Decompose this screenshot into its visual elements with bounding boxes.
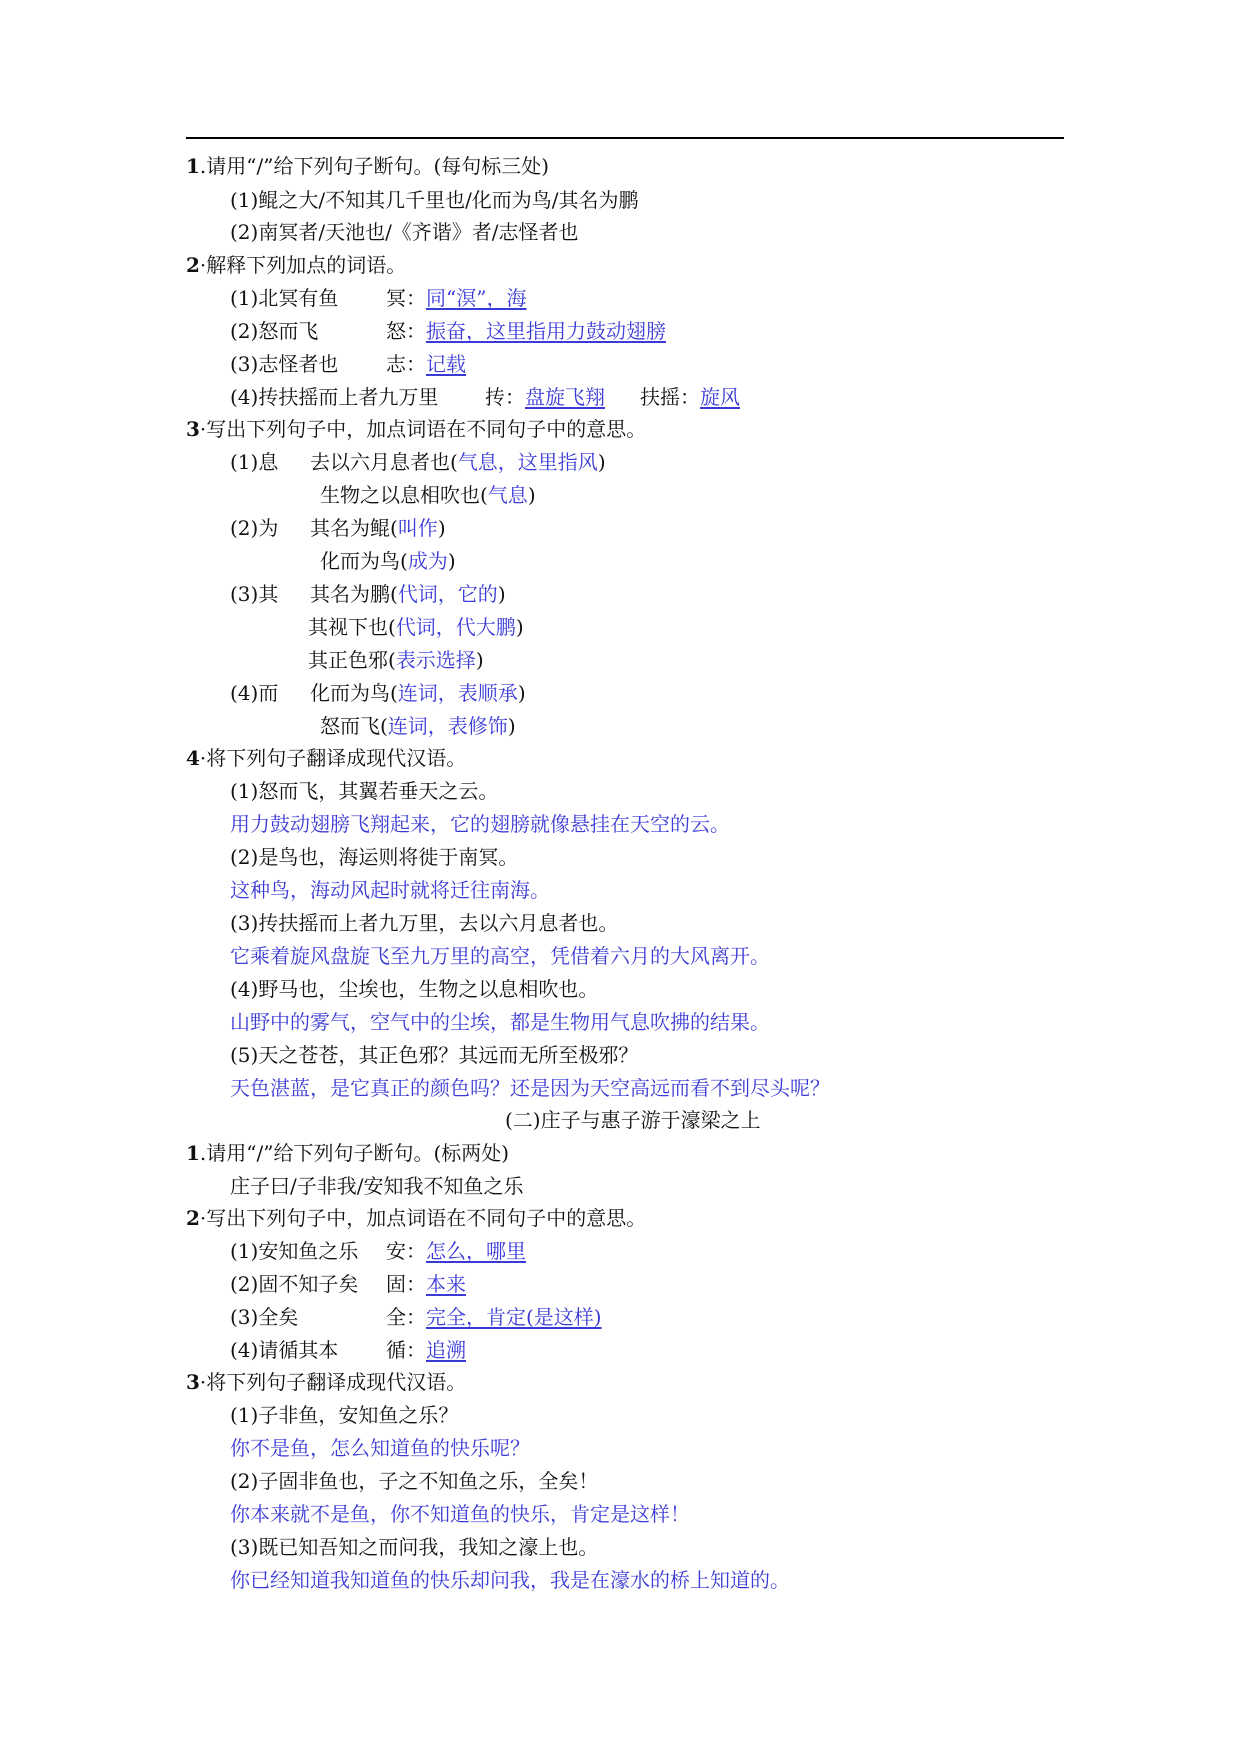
item-text: (3)全矣 [230, 1305, 299, 1329]
item-text: (1)北冥有鱼 [230, 286, 339, 310]
sentence-row: 其视下也(代词，代大鹏) [308, 615, 524, 639]
item-text: (4)抟扶摇而上者九万里 [230, 385, 439, 409]
question-2 [186, 1204, 646, 1232]
answer-text: 记载 [426, 352, 466, 376]
question-text: ·写出下列句子中，加点词语在不同句子中的意思。 [199, 1206, 647, 1230]
word-label: (2)为 [230, 516, 279, 540]
item-text: (2)怒而飞 [230, 319, 319, 343]
term-label: 固： [386, 1272, 426, 1296]
term-label: 抟： [485, 385, 525, 409]
answer-text: 本来 [426, 1272, 466, 1296]
term-label: 循： [386, 1338, 426, 1362]
question-3 [186, 1368, 466, 1396]
answer-text: 叫作 [397, 516, 438, 540]
answer-row [485, 383, 605, 411]
question-number: 1 [186, 154, 200, 178]
source-sentence: (1)怒而飞，其翼若垂天之云。 [230, 779, 499, 803]
source-sentence: (5)天之苍苍，其正色邪？其远而无所至极邪？ [230, 1043, 639, 1067]
header-rule [186, 137, 1064, 139]
sentence-row: 化而为鸟(连词，表顺承) [310, 681, 526, 705]
question-number: 2 [186, 253, 200, 277]
question-number: 4 [186, 746, 200, 770]
translation: 用力鼓动翅膀飞翔起来，它的翅膀就像悬挂在天空的云。 [230, 812, 730, 836]
answer-row [386, 1237, 526, 1265]
answer-text: 振奋，这里指用力鼓动翅膀 [426, 319, 666, 343]
item-text: (1)安知鱼之乐 [230, 1239, 359, 1263]
answer-line: (2)南冥者/天池也/《齐谐》者/志怪者也 [230, 220, 579, 244]
answer-text: 表示选择 [395, 648, 476, 672]
answer-row [386, 1270, 466, 1298]
answer-text: 连词，表顺承 [397, 681, 518, 705]
translation: 你不是鱼，怎么知道鱼的快乐呢？ [230, 1436, 530, 1460]
answer-text: 气息，这里指风 [457, 450, 598, 474]
source-sentence: (4)野马也，尘埃也，生物之以息相吹也。 [230, 977, 599, 1001]
word-label: (4)而 [230, 681, 279, 705]
answer-row [640, 383, 740, 411]
section-title: (二)庄子与惠子游于濠梁之上 [505, 1108, 761, 1132]
answer-text: 怎么，哪里 [426, 1239, 526, 1263]
question-text: .请用“/”给下列句子断句。(标两处) [199, 1141, 510, 1165]
question-1 [186, 1139, 509, 1167]
term-label: 志： [386, 352, 426, 376]
answer-line: 庄子曰/子非我/安知我不知鱼之乐 [230, 1174, 524, 1198]
source-sentence: (1)子非鱼，安知鱼之乐？ [230, 1403, 459, 1427]
sentence-row: 其正色邪(表示选择) [308, 648, 484, 672]
question-2 [186, 251, 406, 279]
question-3 [186, 415, 646, 443]
question-number: 3 [186, 417, 200, 441]
translation: 你已经知道我知道鱼的快乐却问我，我是在濠水的桥上知道的。 [230, 1568, 790, 1592]
translation: 这种鸟，海动风起时就将迁往南海。 [230, 878, 550, 902]
source-sentence: (3)既已知吾知之而问我，我知之濠上也。 [230, 1535, 599, 1559]
answer-text: 代词，它的 [397, 582, 498, 606]
answer-text: 追溯 [426, 1338, 466, 1362]
answer-row [386, 350, 466, 378]
sentence-row: 其名为鲲(叫作) [310, 516, 446, 540]
answer-text: 成为 [407, 549, 448, 573]
item-text: (4)请循其本 [230, 1338, 339, 1362]
sentence-row: 化而为鸟(成为) [320, 549, 456, 573]
question-text: ·写出下列句子中，加点词语在不同句子中的意思。 [199, 417, 647, 441]
question-1 [186, 152, 549, 180]
answer-row [386, 284, 526, 312]
question-number: 1 [186, 1141, 200, 1165]
source-sentence: (2)是鸟也，海运则将徙于南冥。 [230, 845, 519, 869]
answer-text: 旋风 [700, 385, 740, 409]
answer-row [386, 317, 666, 345]
answer-line: (1)鲲之大/不知其几千里也/化而为鸟/其名为鹏 [230, 188, 639, 212]
word-label: (1)息 [230, 450, 279, 474]
sentence-row: 去以六月息者也(气息，这里指风) [310, 450, 606, 474]
question-text: ·将下列句子翻译成现代汉语。 [199, 1370, 467, 1394]
answer-text: 代词，代大鹏 [395, 615, 516, 639]
source-sentence: (3)抟扶摇而上者九万里，去以六月息者也。 [230, 911, 619, 935]
question-text: ·将下列句子翻译成现代汉语。 [199, 746, 467, 770]
item-text: (3)志怪者也 [230, 352, 339, 376]
answer-text: 盘旋飞翔 [525, 385, 605, 409]
word-label: (3)其 [230, 582, 279, 606]
answer-text: 完全，肯定(是这样) [426, 1305, 602, 1329]
question-number: 3 [186, 1370, 200, 1394]
sentence-row: 其名为鹏(代词，它的) [310, 582, 506, 606]
sentence-row: 怒而飞(连词，表修饰) [320, 714, 516, 738]
question-number: 2 [186, 1206, 200, 1230]
item-text: (2)固不知子矣 [230, 1272, 359, 1296]
answer-text: 气息 [487, 483, 528, 507]
question-text: ·解释下列加点的词语。 [199, 253, 407, 277]
sentence-row: 生物之以息相吹也(气息) [320, 483, 536, 507]
source-sentence: (2)子固非鱼也，子之不知鱼之乐，全矣！ [230, 1469, 599, 1493]
answer-text: 同“溟”，海 [426, 286, 527, 310]
translation: 你本来就不是鱼，你不知道鱼的快乐，肯定是这样！ [230, 1502, 690, 1526]
answer-text: 连词，表修饰 [387, 714, 508, 738]
translation: 天色湛蓝，是它真正的颜色吗？还是因为天空高远而看不到尽头呢？ [230, 1076, 830, 1100]
answer-row [386, 1303, 602, 1331]
translation: 它乘着旋风盘旋飞至九万里的高空，凭借着六月的大风离开。 [230, 944, 770, 968]
term-label: 全： [386, 1305, 426, 1329]
term-label: 安： [386, 1239, 426, 1263]
term-label: 冥： [386, 286, 426, 310]
question-4 [186, 744, 466, 772]
term-label: 扶摇： [640, 385, 700, 409]
translation: 山野中的雾气，空气中的尘埃，都是生物用气息吹拂的结果。 [230, 1010, 770, 1034]
term-label: 怒： [386, 319, 426, 343]
question-text: .请用“/”给下列句子断句。(每句标三处) [199, 154, 550, 178]
answer-row [386, 1336, 466, 1364]
